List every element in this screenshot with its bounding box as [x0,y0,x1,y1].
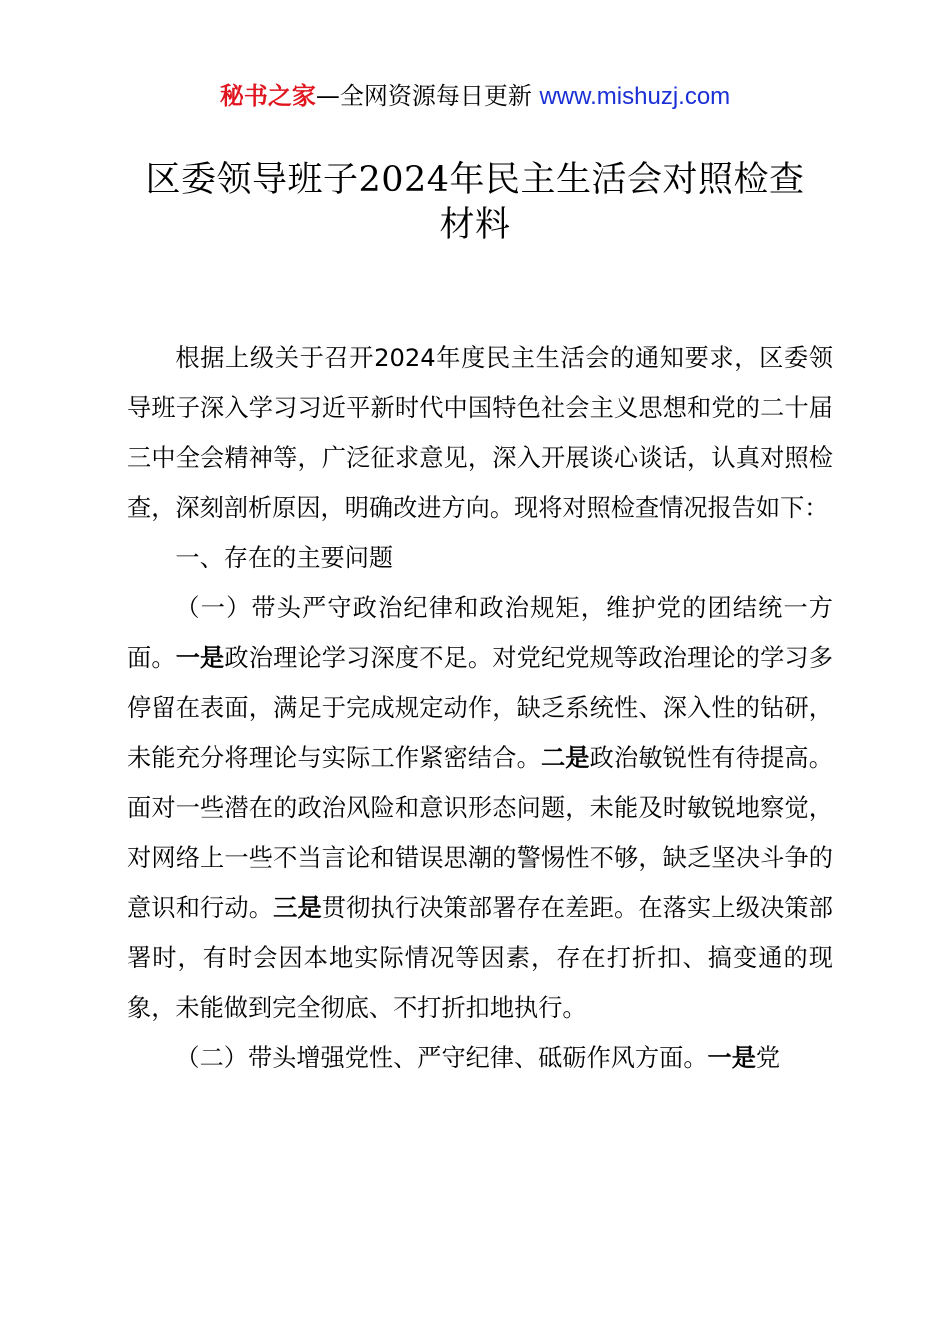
point-text-3: 贯彻执行决策部署存在差距。在落实上级决策部署时，有时会因本地实际情况等因素，存在打折扣、搞变通的现象，未能做到完全彻底、不打折扣地执行。 [127,894,833,1022]
point-lead-4: 一是 [707,1044,756,1072]
title-line-1: 区委领导班子2024年民主生活会对照检查 [145,160,805,200]
point-text-1: 政治理论学习深度不足。对党纪党规等政治理论的学习多停留在表面，满足于完成规定动作，缺乏系统性、深入性的钻研，未能充分将理论与实际工作紧密结合。 [127,644,833,772]
site-header [0,80,950,113]
intro-paragraph: 根据上级关于召开2024年度民主生活会的通知要求，区委领导班子深入学习习近平新时代中国特色社会主义思想和党的二十届三中全会精神等，广泛征求意见，深入开展谈心谈话，认真对照检查，深刻剖析原因，明确改进方向。现将对照检查情况报告如下： [127,344,833,522]
point-lead-1: 一是 [175,644,225,672]
subsection-1-heading: （一）带头严守政治纪律和政治规矩，维护党的团结统一方面。 [127,594,833,672]
section-heading: 一、存在的主要问题 [175,544,394,572]
header-tagline: —全网资源每日更新 [315,82,540,110]
subsection-2-heading: （二）带头增强党性、严守纪律、砥砺作风方面。 [175,1044,708,1072]
point-text-4: 党 [755,1044,781,1072]
document-title [120,158,830,248]
document-body [127,333,833,1083]
brand-name: 秘书之家 [219,82,316,110]
header-url-link[interactable]: www.mishuzj.com [539,83,731,110]
point-lead-3: 三是 [273,894,322,922]
point-text-2: 政治敏锐性有待提高。面对一些潜在的政治风险和意识形态问题，未能及时敏锐地察觉，对网络上一些不当言论和错误思潮的警惕性不够，缺乏坚决斗争的意识和行动。 [127,744,833,922]
problem-paragraph-1 [127,583,833,1033]
title-line-2: 材料 [439,205,511,245]
problem-paragraph-2 [127,1033,833,1083]
point-lead-2: 二是 [540,744,590,772]
